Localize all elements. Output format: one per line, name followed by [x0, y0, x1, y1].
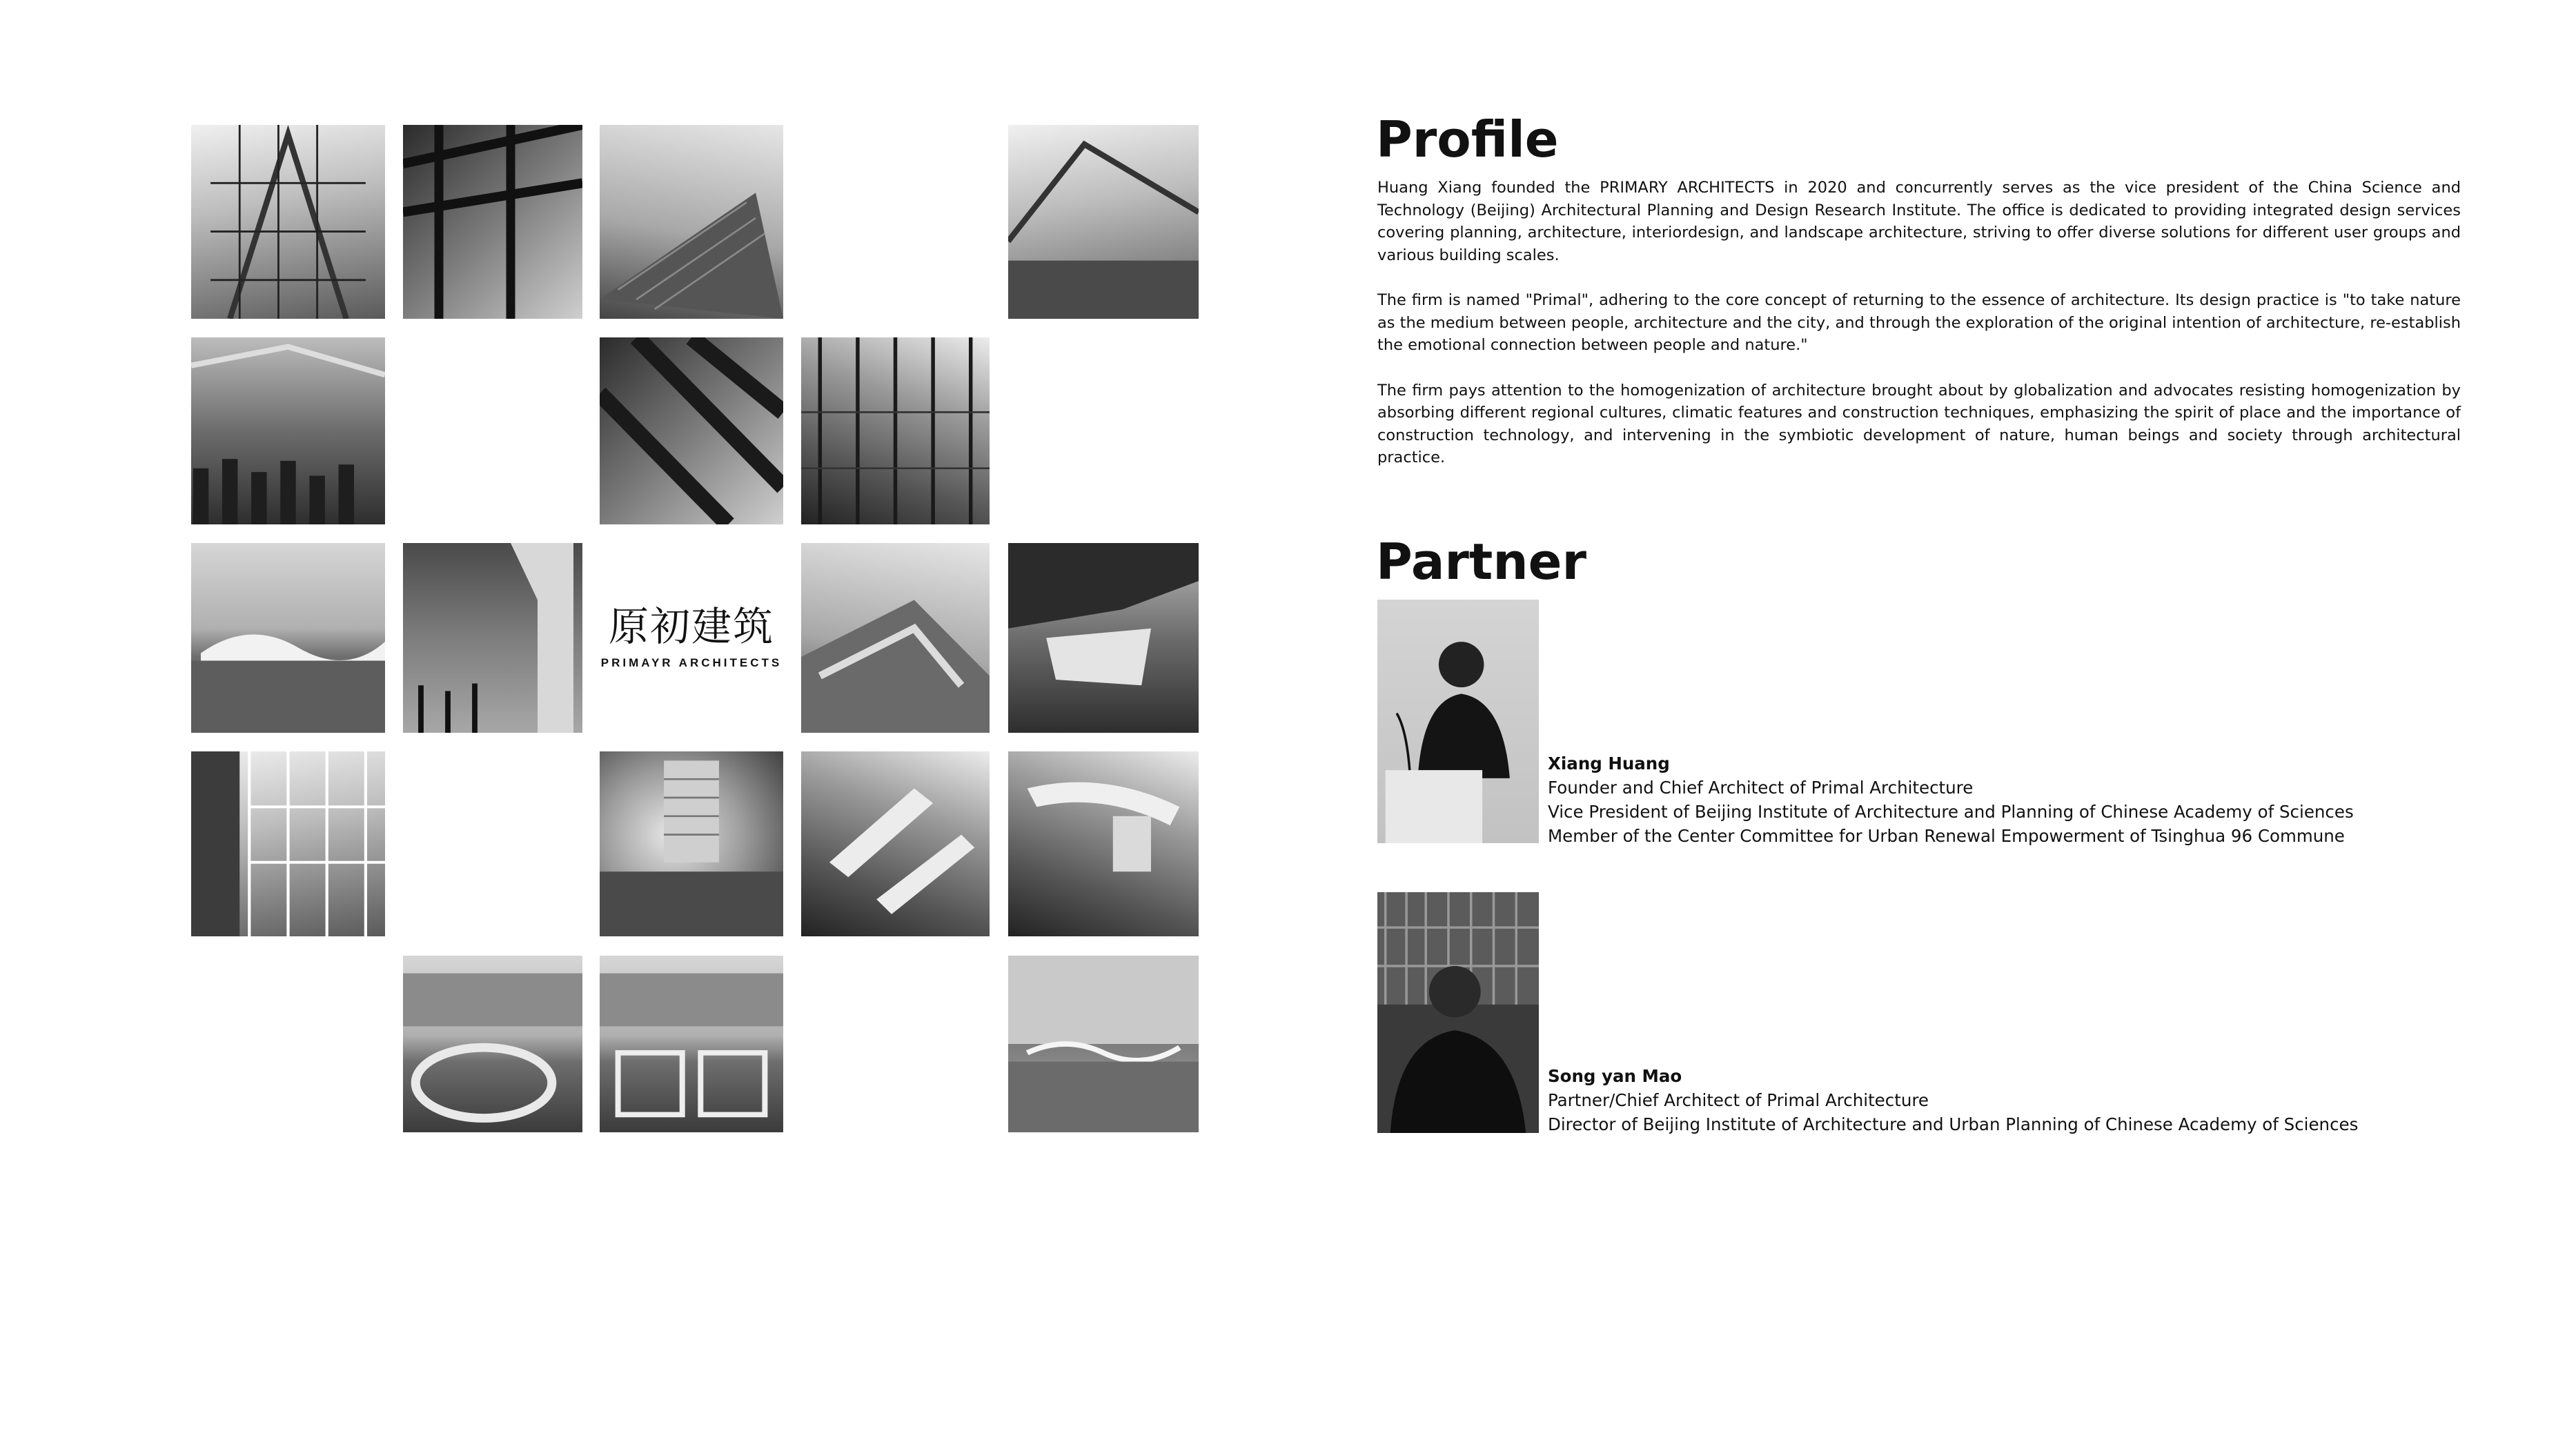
- photo-roof-workers: [600, 125, 783, 319]
- partner-role: Member of the Center Committee for Urban Renewal Empowerment of Tsinghua 96 Commune: [1548, 826, 2345, 846]
- profile-paragraph: Huang Xiang founded the PRIMARY ARCHITECTS in 2020 and concurrently serves as the vice president of the China Science and Technology (Beijing) Architectural Planning and Design Research Institute. The office is dedicated to providing integrated design services covering planning, architecture, interiordesign, and landscape architecture, striving to offer diverse solutions for different user groups and various building scales.: [1377, 179, 2461, 264]
- photo-school-courts: [600, 956, 783, 1132]
- partner-role: Vice President of Beijing Institute of Architecture and Planning of Chinese Academy of Sciences: [1548, 802, 2354, 822]
- photo-waterfront-roof: [1008, 956, 1199, 1132]
- partner-portrait-xiang-huang: [1377, 600, 1539, 843]
- photo-school-track: [403, 956, 582, 1132]
- partner-name: Xiang Huang: [1548, 753, 1670, 773]
- partner-name: Song yan Mao: [1548, 1066, 1682, 1086]
- logo-chinese: 原初建筑: [608, 602, 774, 650]
- logo-english: PRIMAYR ARCHITECTS: [600, 656, 783, 669]
- partner-info-song-yan-mao: [1548, 1064, 2358, 1136]
- photo-tower-lake: [600, 751, 783, 936]
- photo-interior-visitors: [191, 337, 385, 524]
- photo-aerial-campus: [801, 751, 990, 936]
- partner-role: Partner/Chief Architect of Primal Architecture: [1548, 1090, 1929, 1110]
- photo-roof-frame: [1008, 125, 1199, 319]
- photo-cantilever-structure: [1008, 543, 1199, 733]
- profile-title: Profile: [1376, 110, 1559, 168]
- photo-forest-construction: [801, 337, 990, 524]
- profile-body: [1377, 177, 2461, 492]
- profile-paragraph: The firm is named "Primal", adhering to the core concept of returning to the essence of architecture. Its design practice is "to take nature as the medium between people, architecture and the city, and through the exploration of the original intention of architecture, re-establish the emotional connection between people and nature.": [1377, 291, 2461, 354]
- profile-paragraph: The firm pays attention to the homogenization of architecture brought about by globalization and advocates resisting homogenization by absorbing different regional cultures, climatic features and construction techniques, emphasizing the spirit of place and the importance of construction technology, and intervening in the symbiotic development of nature, human beings and society through architectural practice.: [1377, 381, 2461, 466]
- firm-logo: [600, 543, 783, 733]
- partner-role: Director of Beijing Institute of Architecture and Urban Planning of Chinese Academy of Sciences: [1548, 1114, 2359, 1134]
- photo-coastal-aerial: [801, 543, 990, 733]
- photo-glass-facade: [191, 751, 385, 936]
- photo-lakeside-building: [191, 543, 385, 733]
- partner-info-xiang-huang: [1548, 751, 2354, 848]
- photo-aerial-building: [1008, 751, 1199, 936]
- photo-timber-structure: [403, 125, 582, 319]
- partner-title: Partner: [1376, 533, 1586, 591]
- partner-portrait-song-yan-mao: [1377, 892, 1539, 1133]
- photo-interior-space: [403, 543, 582, 733]
- photo-timber-beams: [600, 337, 783, 524]
- partner-role: Founder and Chief Architect of Primal Architecture: [1548, 778, 1974, 798]
- photo-scaffold-frame: [191, 125, 385, 319]
